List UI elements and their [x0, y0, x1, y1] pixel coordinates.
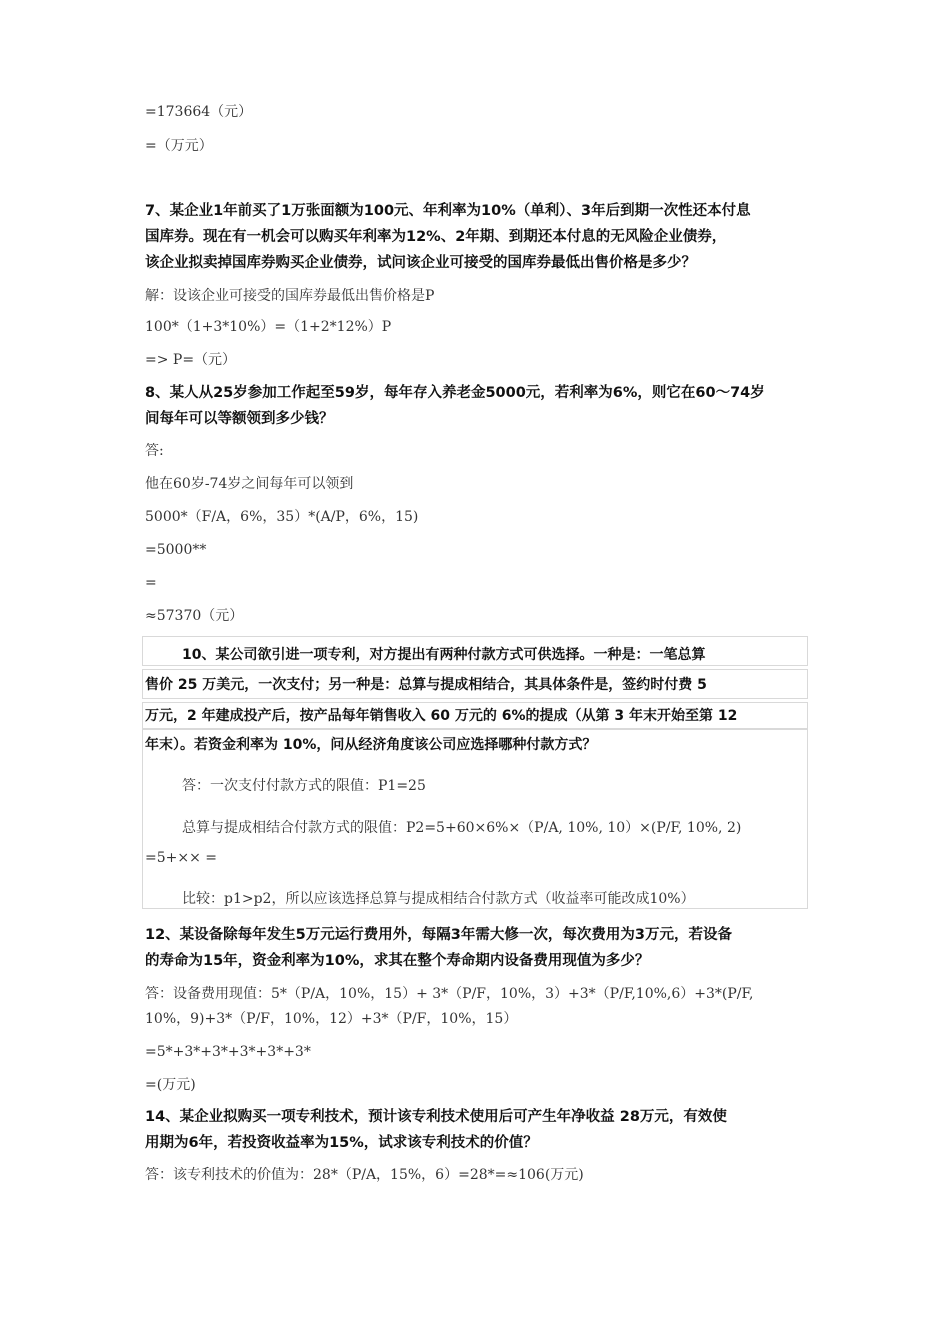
question-7-line: 7、某企业1年前买了1万张面额为100元、年利率为10%（单利）、3年后到期一次性还本付息	[145, 203, 751, 219]
answer-8-line: =	[145, 575, 157, 591]
question-8-line: 间每年可以等额领到多少钱？	[145, 411, 334, 427]
answer-14-line: 答：该专利技术的价值为：28*（P/A，15%，6）=28*=≈106(万元)	[145, 1167, 584, 1183]
answer-8-line: 5000*（F/A，6%，35）*(A/P，6%，15)	[145, 509, 419, 525]
question-14-line: 用期为6年，若投资收益率为15%，试求该专利技术的价值？	[145, 1135, 538, 1151]
answer-7-line: 解：设该企业可接受的国库券最低出售价格是P	[145, 288, 435, 304]
question-12-line: 的寿命为15年，资金利率为10%，求其在整个寿命期内设备费用现值为多少？	[145, 953, 650, 969]
question-7-line: 国库券。现在有一机会可以购买年利率为12%、2年期、到期还本付息的无风险企业债券，	[145, 229, 727, 245]
question-10-line: 售价 25 万美元，一次支付；另一种是：总算与提成相结合，其具体条件是，签约时付费 5	[145, 677, 707, 693]
answer-12-line: 10%，9)+3*（P/F，10%，12）+3*（P/F，10%，15）	[145, 1011, 518, 1027]
calc-line: =173664（元）	[145, 104, 253, 120]
answer-7-line: => P=（元）	[145, 352, 237, 368]
answer-12-line: =5*+3*+3*+3*+3*+3*	[145, 1044, 311, 1060]
answer-8-line: =5000**	[145, 542, 207, 558]
question-14-line: 14、某企业拟购买一项专利技术，预计该专利技术使用后可产生年净收益 28万元，有效使	[145, 1109, 727, 1125]
answer-8-line: 他在60岁-74岁之间每年可以领到	[145, 476, 354, 492]
answer-7-line: 100*（1+3*10%）=（1+2*12%）P	[145, 319, 392, 335]
question-7-line: 该企业拟卖掉国库券购买企业债券，试问该企业可接受的国库券最低出售价格是多少？	[145, 255, 696, 271]
answer-10-line: 总算与提成相结合付款方式的限值：P2=5+60×6%×（P/A, 10%, 10）×(P/F, 10%, 2)	[182, 820, 742, 836]
question-10-line: 年末）。若资金利率为 10%，问从经济角度该公司应选择哪种付款方式？	[145, 737, 597, 753]
answer-12-line: =(万元)	[145, 1077, 196, 1093]
answer-10-line: 答：一次支付付款方式的限值：P1=25	[182, 778, 426, 794]
question-10-line: 万元，2 年建成投产后，按产品每年销售收入 60 万元的 6%的提成（从第 3 年末开始至第 12	[145, 708, 738, 724]
answer-8-line: 答:	[145, 443, 164, 459]
question-12-line: 12、某设备除每年发生5万元运行费用外，每隔3年需大修一次，每次费用为3万元，若设备	[145, 927, 732, 943]
question-10-line: 10、某公司欲引进一项专利，对方提出有两种付款方式可供选择。一种是：一笔总算	[182, 647, 706, 663]
answer-12-line: 答：设备费用现值：5*（P/A，10%，15）+ 3*（P/F，10%，3）+3*（P/F,10%,6）+3*(P/F,	[145, 986, 754, 1002]
question-8-line: 8、某人从25岁参加工作起至59岁，每年存入养老金5000元，若利率为6%，则它在60～74岁	[145, 385, 765, 401]
answer-10-line: 比较：p1>p2，所以应该选择总算与提成相结合付款方式（收益率可能改成10%）	[182, 891, 695, 907]
calc-line: =（万元）	[145, 138, 213, 154]
answer-10-line: =5+×× =	[145, 850, 218, 866]
answer-8-line: ≈57370（元）	[145, 608, 244, 624]
